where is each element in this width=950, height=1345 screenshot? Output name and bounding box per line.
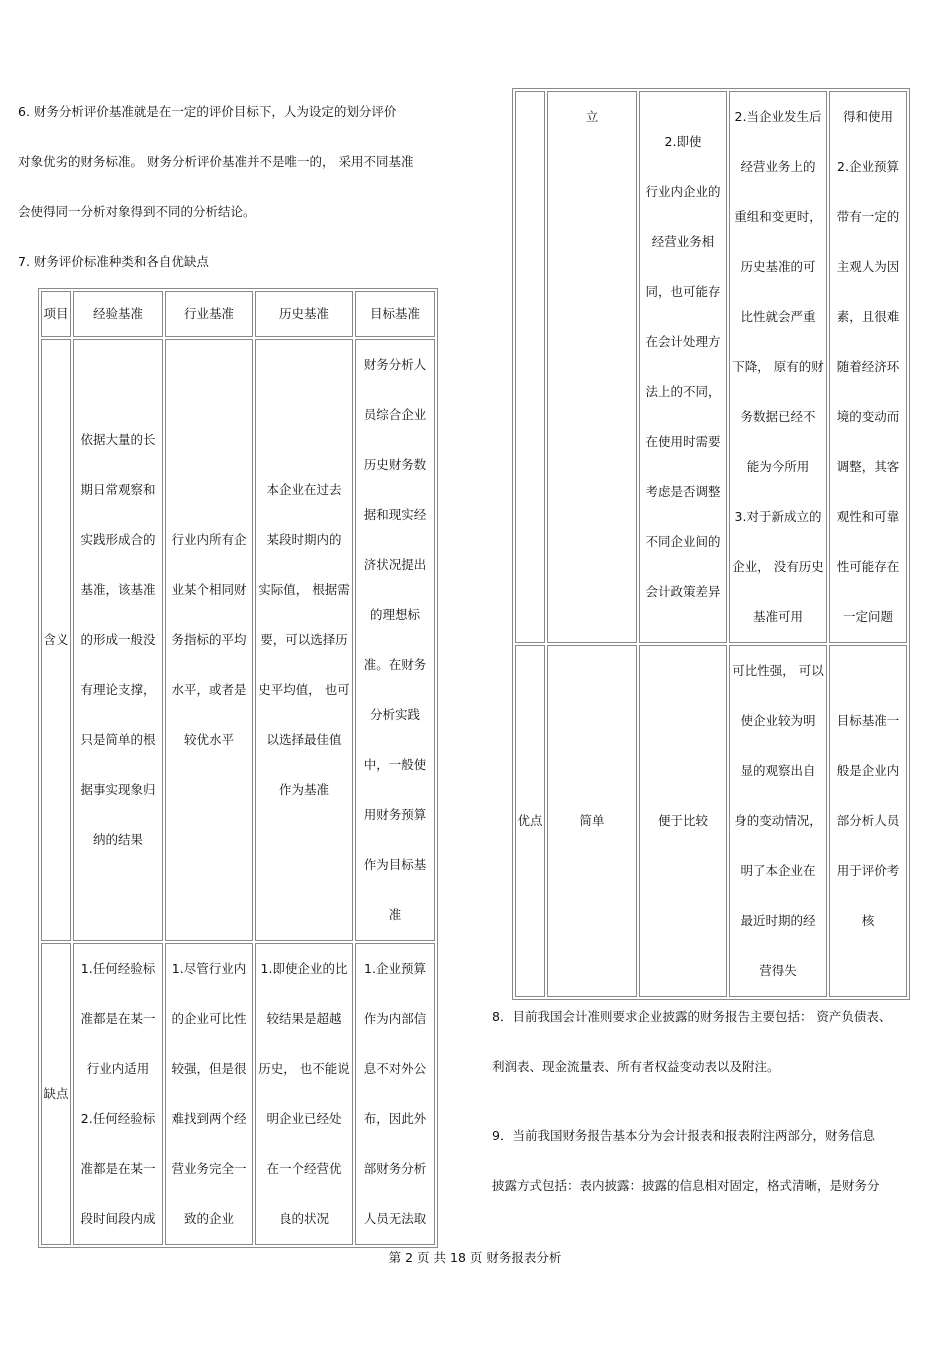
cell-line: 比性就会严重 <box>740 309 816 324</box>
cell-line: 重组和变更时， <box>734 209 822 224</box>
row-label-advantage: 优点 <box>515 645 545 997</box>
standards-table-right <box>512 88 910 1000</box>
cell-line: 得和使用 <box>842 109 893 124</box>
cell-line: 下降， 原有的财 <box>732 359 824 374</box>
paragraph-6-line-1: 6. 财务分析评价基准就是在一定的评价目标下，人为设定的划分评价 <box>18 104 397 119</box>
cell-line: 不同企业间的 <box>645 534 721 549</box>
cell-line: 业某个相同财 <box>171 582 247 597</box>
cell-line: 部分析人员 <box>836 813 900 828</box>
advantage-target <box>829 645 907 997</box>
cell-line: 历史财务数 <box>363 457 427 472</box>
cell-line: 以选择最佳值 <box>266 732 342 747</box>
defect-target <box>355 943 435 1245</box>
cell-line: 段时间段内成 <box>80 1211 156 1226</box>
cell-line: 用财务预算 <box>363 807 427 822</box>
cell-line: 的企业可比性 <box>171 1011 247 1026</box>
paragraph-8-line-1: 8．目前我国会计准则要求企业披露的财务报告主要包括： 资产负债表、 <box>492 1009 892 1024</box>
paragraph-7-line: 7. 财务评价标准种类和各自优缺点 <box>18 254 209 269</box>
cell-line: 目标基准一 <box>836 713 900 728</box>
cell-line: 据和现实经 <box>363 507 427 522</box>
header-history: 历史基准 <box>255 291 353 337</box>
cell-line: 的形成一般没 <box>80 632 156 647</box>
cell-line: 实际值， 根据需 <box>258 582 350 597</box>
cell-line: 显的观察出自 <box>740 763 816 778</box>
cell-line: 本企业在过去 <box>266 482 342 497</box>
row-label-meaning: 含义 <box>41 339 71 941</box>
cell-line: 人员无法取 <box>363 1211 427 1226</box>
cell-line: 准都是在某一 <box>80 1161 156 1176</box>
cell-line: 一定问题 <box>842 609 893 624</box>
table-row-advantage <box>515 645 907 997</box>
cell-line: 历史基准的可 <box>740 259 816 274</box>
cell-line: 般是企业内 <box>836 763 900 778</box>
paragraph-9 <box>492 1111 880 1211</box>
continued-target <box>829 91 907 643</box>
cell-line: 1.尽管行业内 <box>171 961 247 976</box>
cell-line: 用于评价考 <box>836 863 900 878</box>
cell-line: 可比性强， 可以 <box>732 663 824 678</box>
defect-history <box>255 943 353 1245</box>
cell-line: 明企业已经处 <box>266 1111 342 1126</box>
cell-line: 员综合企业 <box>363 407 427 422</box>
table-row-meaning <box>41 339 435 941</box>
cell-line: 分析实践 <box>369 707 420 722</box>
cell-line: 在会计处理方 <box>645 334 721 349</box>
cell-line: 能为今所用 <box>746 459 810 474</box>
cell-line: 较强，但是很 <box>171 1061 247 1076</box>
cell-line: 作为内部信 <box>363 1011 427 1026</box>
cell-line: 简单 <box>579 813 605 828</box>
cell-line: 行业内适用 <box>86 1061 150 1076</box>
paragraph-6 <box>18 87 413 237</box>
cell-line: 行业内所有企 <box>171 532 247 547</box>
cell-line: 企业， 没有历史 <box>732 559 824 574</box>
cell-line: 准 <box>388 907 402 922</box>
paragraph-9-line-1: 9．当前我国财务报告基本分为会计报表和报表附注两部分，财务信息 <box>492 1128 875 1143</box>
header-industry: 行业基准 <box>165 291 253 337</box>
paragraph-6-line-2: 对象优劣的财务标准。 财务分析评价基准并不是唯一的， 采用不同基准 <box>18 154 414 169</box>
cell-line: 史平均值， 也可 <box>258 682 350 697</box>
cell-line: 务指标的平均 <box>171 632 247 647</box>
cell-line: 作为基准 <box>278 782 329 797</box>
cell-line: 准都是在某一 <box>80 1011 156 1026</box>
cell-line: 水平，或者是 <box>171 682 247 697</box>
cell-line: 财务分析人 <box>363 357 427 372</box>
cell-line: 据事实现象归 <box>80 782 156 797</box>
cell-line: 主观人为因 <box>836 259 900 274</box>
cell-line: 布，因此外 <box>363 1111 427 1126</box>
cell-line: 的理想标 <box>369 607 420 622</box>
defect-industry <box>165 943 253 1245</box>
continued-history <box>729 91 827 643</box>
table-row-continued <box>515 91 907 643</box>
cell-line: 2.即使 <box>664 134 702 149</box>
cell-line: 营得失 <box>759 963 797 978</box>
cell-line: 息不对外公 <box>363 1061 427 1076</box>
cell-line: 行业内企业的 <box>645 184 721 199</box>
advantage-experience <box>547 645 637 997</box>
cell-line: 2.任何经验标 <box>80 1111 156 1126</box>
cell-line: 期日常观察和 <box>80 482 156 497</box>
cell-line: 营业务完全一 <box>171 1161 247 1176</box>
cell-line: 只是简单的根 <box>80 732 156 747</box>
cell-line: 明了本企业在 <box>740 863 816 878</box>
cell-line: 2.企业预算 <box>837 159 899 174</box>
cell-line: 经营业务相 <box>651 234 715 249</box>
cell-line: 有理论支撑， <box>80 682 156 697</box>
cell-line: 作为目标基 <box>363 857 427 872</box>
row-label-defect: 缺点 <box>41 943 71 1245</box>
paragraph-9-line-2: 披露方式包括：表内披露：披露的信息相对固定，格式清晰，是财务分 <box>492 1178 880 1193</box>
paragraph-7 <box>18 237 209 287</box>
cell-line: 随着经济环 <box>836 359 900 374</box>
cell-line: 在一个经营优 <box>266 1161 342 1176</box>
cell-line: 调整，其客 <box>836 459 900 474</box>
cell-line: 考虑是否调整 <box>645 484 721 499</box>
page-footer: 第 2 页 共 18 页 财务报表分析 <box>388 1250 562 1265</box>
header-experience: 经验基准 <box>73 291 163 337</box>
cell-line: 基准可用 <box>752 609 803 624</box>
meaning-target <box>355 339 435 941</box>
cell-line: 立 <box>585 109 599 124</box>
cell-line: 良的状况 <box>278 1211 329 1226</box>
cell-line: 较优水平 <box>183 732 234 747</box>
cell-line: 依据大量的长 <box>80 432 156 447</box>
meaning-industry <box>165 339 253 941</box>
table-header-row <box>41 291 435 337</box>
cell-line: 实践形成合的 <box>80 532 156 547</box>
cell-line: 会计政策差异 <box>645 584 721 599</box>
continued-industry <box>639 91 727 643</box>
row-label-continued <box>515 91 545 643</box>
cell-line: 同，也可能存 <box>645 284 721 299</box>
meaning-history <box>255 339 353 941</box>
meaning-experience <box>73 339 163 941</box>
cell-line: 身的变动情况， <box>734 813 822 828</box>
cell-line: 观性和可靠 <box>836 509 900 524</box>
advantage-industry <box>639 645 727 997</box>
cell-line: 基准，该基准 <box>80 582 156 597</box>
cell-line: 部财务分析 <box>363 1161 427 1176</box>
cell-line: 某段时期内的 <box>266 532 342 547</box>
header-item: 项目 <box>41 291 71 337</box>
cell-line: 核 <box>861 913 875 928</box>
cell-line: 1.任何经验标 <box>80 961 156 976</box>
cell-line: 历史， 也不能说 <box>258 1061 350 1076</box>
cell-line: 便于比较 <box>657 813 708 828</box>
cell-line: 较结果是超越 <box>266 1011 342 1026</box>
cell-line: 1.即使企业的比 <box>260 961 348 976</box>
cell-line: 3.对于新成立的 <box>734 509 822 524</box>
continued-experience <box>547 91 637 643</box>
cell-line: 致的企业 <box>183 1211 234 1226</box>
cell-line: 要，可以选择历 <box>260 632 348 647</box>
paragraph-8-line-2: 利润表、现金流量表、所有者权益变动表以及附注。 <box>492 1059 780 1074</box>
cell-line: 经营业务上的 <box>740 159 816 174</box>
defect-experience <box>73 943 163 1245</box>
cell-line: 最近时期的经 <box>740 913 816 928</box>
cell-line: 1.企业预算 <box>364 961 426 976</box>
standards-table-left <box>38 288 438 1248</box>
cell-line: 性可能存在 <box>836 559 900 574</box>
paragraph-8 <box>492 992 891 1092</box>
table-row-defect <box>41 943 435 1245</box>
header-target: 目标基准 <box>355 291 435 337</box>
cell-line: 纳的结果 <box>92 832 143 847</box>
cell-line: 2.当企业发生后 <box>734 109 822 124</box>
cell-line: 带有一定的 <box>836 209 900 224</box>
cell-line: 济状况提出 <box>363 557 427 572</box>
cell-line: 难找到两个经 <box>171 1111 247 1126</box>
paragraph-6-line-3: 会使得同一分析对象得到不同的分析结论。 <box>18 204 256 219</box>
cell-line: 境的变动而 <box>836 409 900 424</box>
advantage-history <box>729 645 827 997</box>
cell-line: 法上的不同， <box>645 384 721 399</box>
cell-line: 素，且很难 <box>836 309 900 324</box>
cell-line: 在使用时需要 <box>645 434 721 449</box>
cell-line: 务数据已经不 <box>740 409 816 424</box>
cell-line: 准。在财务 <box>363 657 427 672</box>
cell-line: 使企业较为明 <box>740 713 816 728</box>
cell-line: 中，一般使 <box>363 757 427 772</box>
